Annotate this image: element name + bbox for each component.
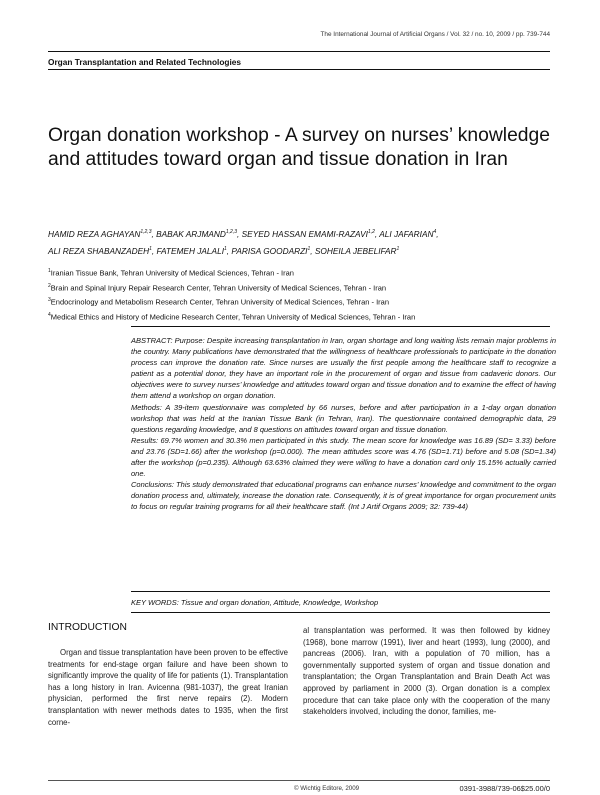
abstract-methods: Methods: A 39-item questionnaire was completed by 66 nurses, before and after participation in a 1-day organ donation workshop that was held at the Iranian Tissue Bank (in Tehran, Iran). The questionnaire contained demographic data, 29 questions regarding knowledge, and 8 questions on attitudes toward organ and tissue donation. [131, 402, 556, 434]
author: HAMID REZA AGHAYAN$^{1,2,3}$, [48, 228, 157, 239]
keywords: KEY WORDS: Tissue and organ donation, Attitude, Knowledge, Workshop [131, 598, 379, 607]
body-column-right [303, 625, 550, 718]
abstract-purpose: ABSTRACT: Purpose: Despite increasing transplantation in Iran, organ shortage and long waiting lists remain major problems in the country. Many publications have demonstrated that the willingness of healthcare professionals to participate in the donation process can improve the donation rate. Since nurses are usually the first people among the healthcare staff to recognize a patient as a potential donor, they have an important role in the procurement of organ and tissue from cadaveric donors. Our objectives were to survey nurses’ knowledge and attitudes toward organ and tissue donation and to examine the effect of having them attend a workshop on organ donation. [131, 336, 556, 401]
affiliation: $^2$Brain and Spinal Injury Repair Research Center, Tehran University of Medical Sciences, Tehran - Iran [48, 282, 387, 292]
paper-title: Organ donation workshop - A survey on nurses’ knowledge and attitudes toward organ and tissue donation in Iran [48, 125, 550, 170]
journal-reference: The International Journal of Artificial Organs / Vol. 32 / no. 10, 2009 / pp. 739-744 [320, 31, 550, 38]
introduction-heading: INTRODUCTION [48, 622, 127, 633]
body-paragraph: Organ and tissue transplantation have been proven to be effective treatments for end-stage organ failure and have been shown to significantly improve the quality of life for patients (1). Transplantation has a long history in Iran. Avicenna (981-1037), the great Iranian physician, performed the first nerve repairs (2). Modern transplantation with newer methods dates to 1935, when the first corne- [48, 648, 288, 727]
section-title: Organ Transplantation and Related Technologies [48, 57, 242, 67]
keywords-bottom-rule [131, 612, 550, 613]
abstract [131, 335, 556, 513]
keywords-rule [131, 591, 550, 592]
affiliation: $^3$Endocrinology and Metabolism Research Center, Tehran University of Medical Sciences, Tehran - Iran [48, 297, 390, 307]
abstract-results: Results: 69.7% women and 30.3% men participated in this study. The mean score for knowledge was 16.89 (SD= 3.33) before and 23.76 (SD=1.66) after the workshop (p=0.000). The mean attitudes score was 4.76 (SD=1.71) before and 5.08 (SD=1.34) after the workshop (p=0.235). Although 63.63% claimed they were willing to have a donation card only 15.15% actually carried one. [131, 435, 556, 479]
section-rule [48, 69, 550, 70]
body-paragraph: al transplantation was performed. It was then followed by kidney (1968), bone marrow (1991), liver and heart (1993), lung (2000), and pancreas (2006). Iran, with a population of 70 million, has a governmentally supported system of organ and tissue donation and transplantation; the Organ Transplantation and Brain Death Act was approved by parliament in 2000 (3). Organ donation is a complex procedure that can take place only with the cooperation of the many stakeholders involved, including the donor, families, me- [303, 626, 550, 717]
author: PARISA GOODARZI$^1$, [231, 245, 315, 256]
author-list [48, 225, 568, 259]
copyright: © Wichtig Editore, 2009 [294, 785, 360, 792]
affiliation: $^1$Iranian Tissue Bank, Tehran University of Medical Sciences, Tehran - Iran [48, 268, 294, 278]
abstract-rule [131, 326, 550, 327]
author: SOHEILA JEBELIFAR$^1$ [314, 245, 400, 256]
header-rule [48, 51, 550, 52]
issn-code: 0391-3988/739-06$25.00/0 [459, 784, 550, 793]
footer-rule [48, 780, 550, 781]
affiliation-list [48, 265, 568, 323]
affiliation: $^4$Medical Ethics and History of Medicine Research Center, Tehran University of Medical Sciences, Tehran - Iran [48, 311, 416, 321]
author: FATEMEH JALALI$^1$, [156, 245, 232, 256]
author: BABAK ARJMAND$^{1,2,3}$, [156, 228, 242, 239]
author: SEYED HASSAN EMAMI-RAZAVI$^{1,2}$, [241, 228, 380, 239]
author: ALI JAFARIAN$^4$, [379, 228, 439, 239]
author: ALI REZA SHABANZADEH$^1$, [48, 245, 157, 256]
abstract-conclusions: Conclusions: This study demonstrated that educational programs can enhance nurses’ knowledge and commitment to the organ donation process and, ultimately, increase the donation rate. Consequently, it is of great importance for organ procurement units to focus on regular training programs for all their healthcare staff. (Int J Artif Organs 2009; 32: 739-44) [131, 480, 556, 512]
body-column-left [48, 647, 288, 728]
